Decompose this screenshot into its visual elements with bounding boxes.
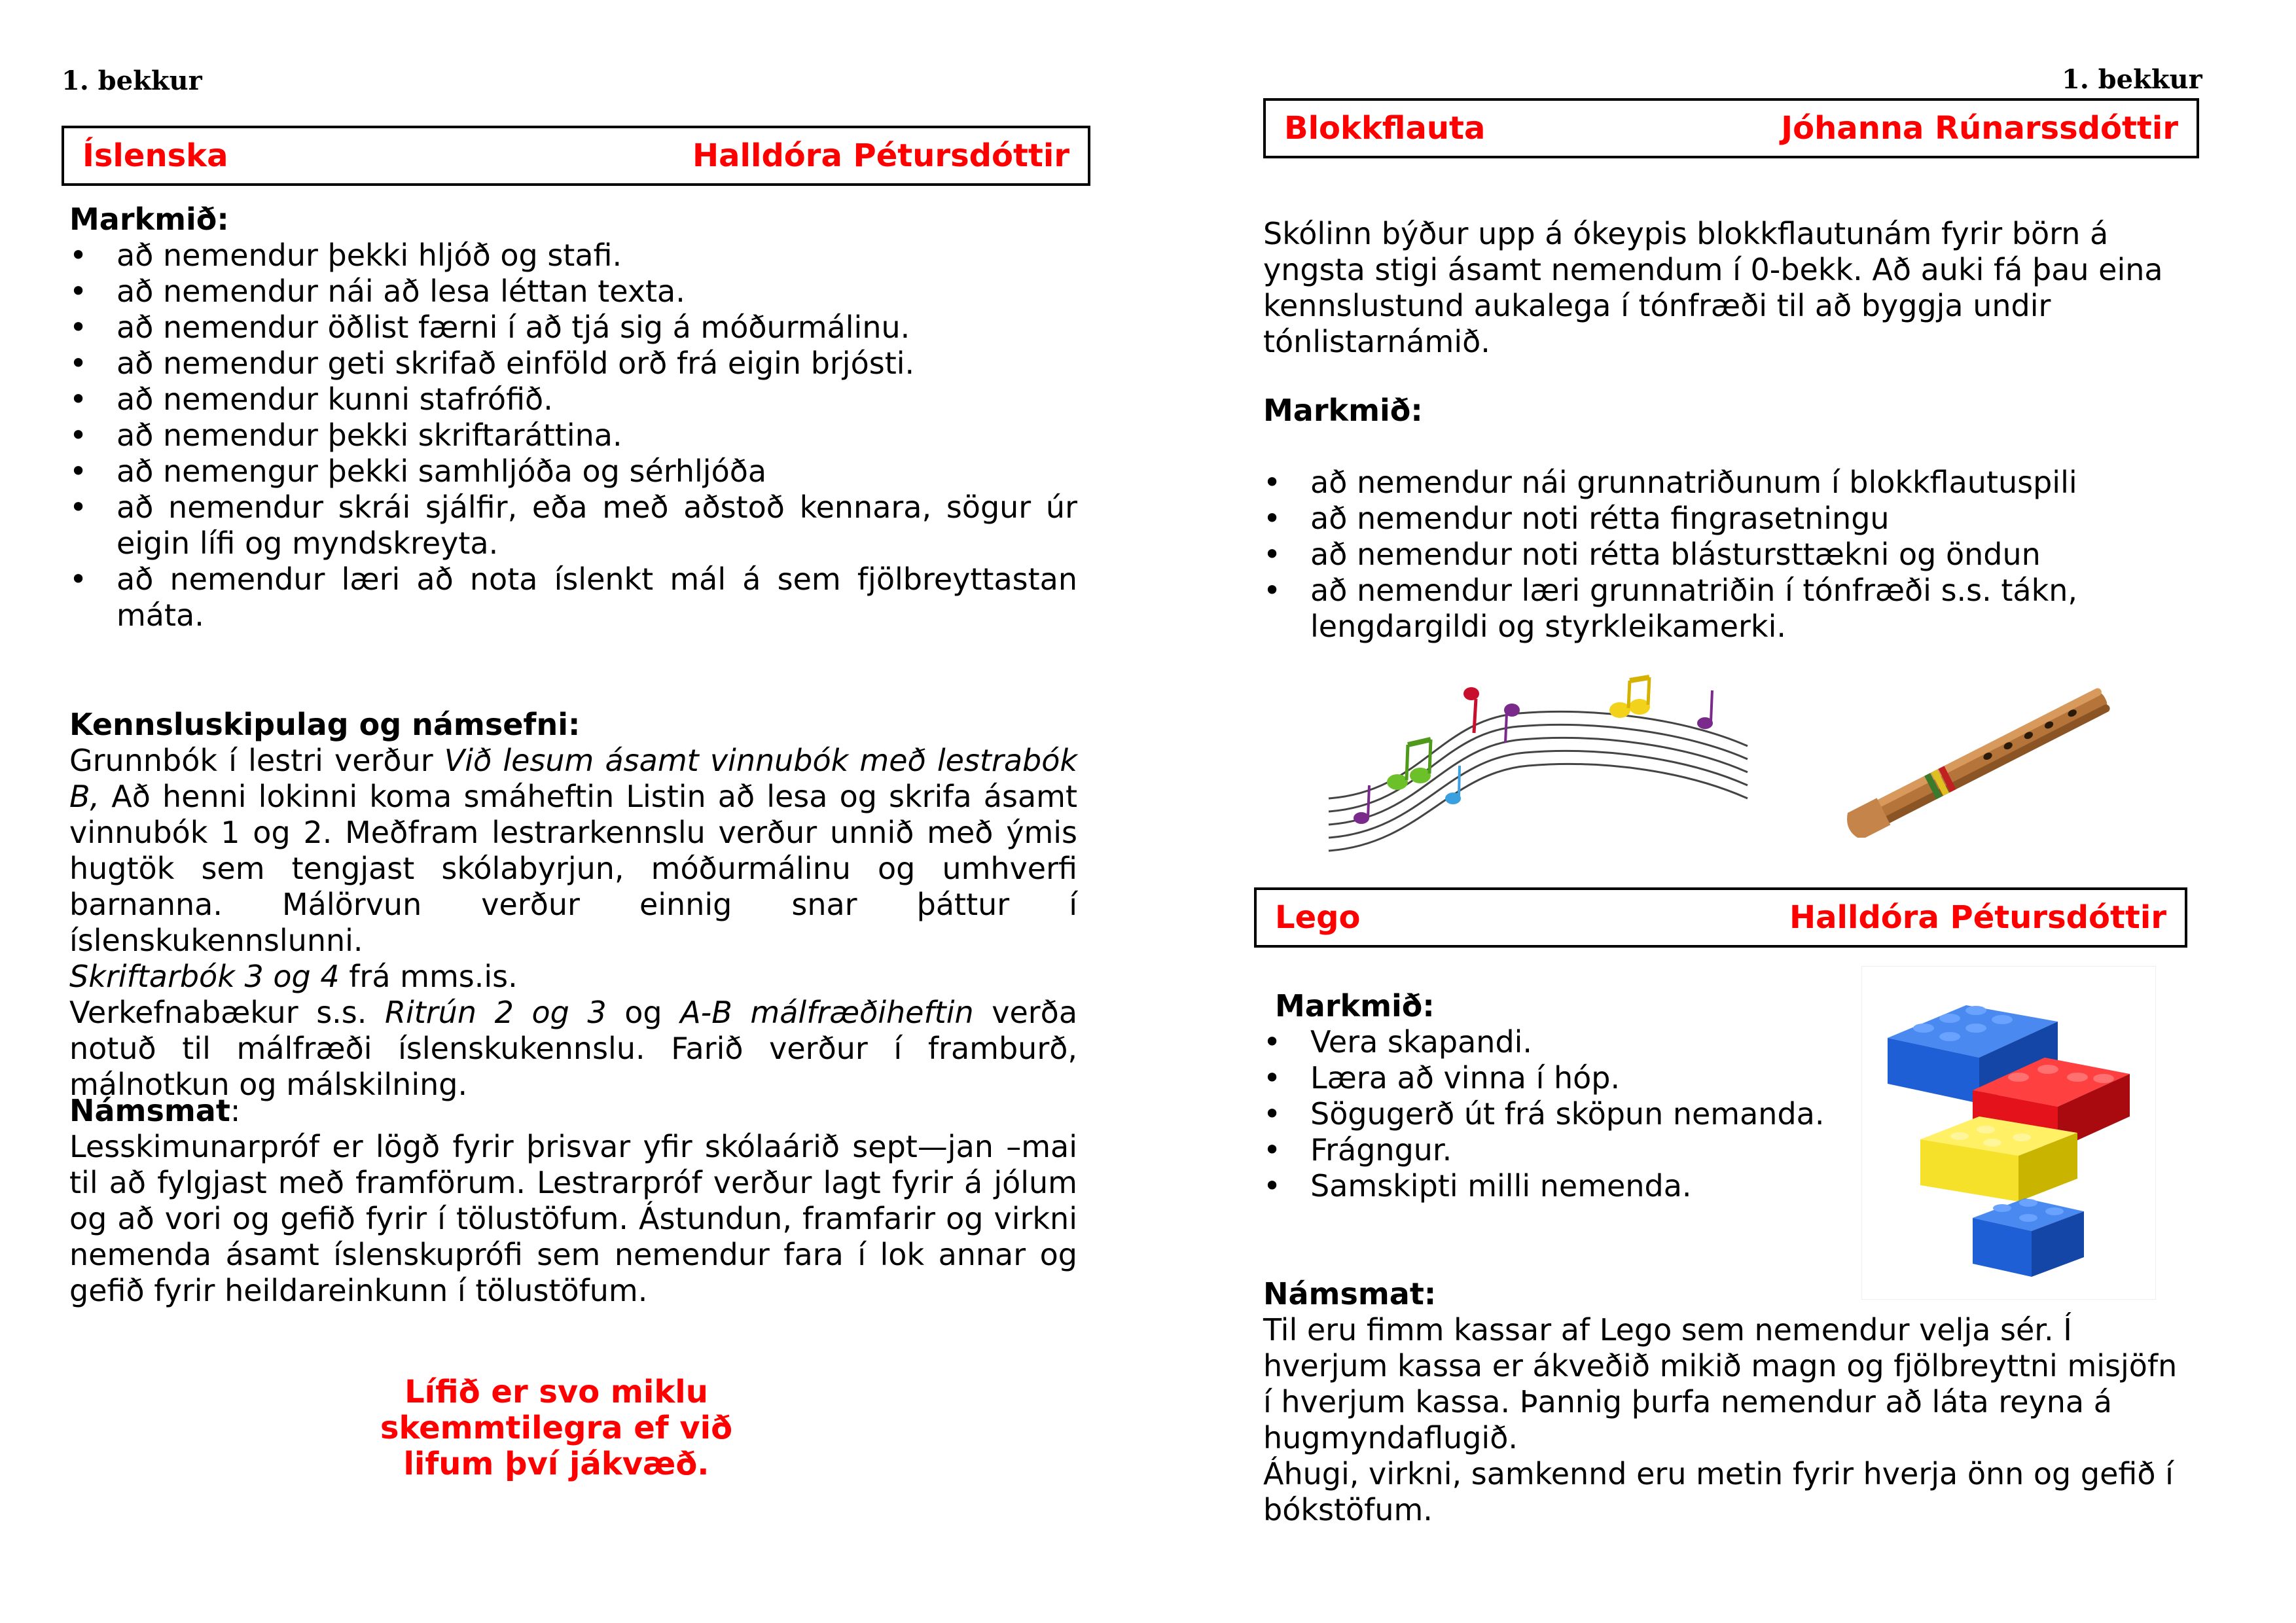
assessment-heading bbox=[69, 1093, 1077, 1129]
islenska-teaching bbox=[69, 707, 1077, 1103]
list-item: • að nemendur geti skrifað einföld orð frá eigin brjósti. bbox=[117, 346, 1077, 382]
flute-goals bbox=[1263, 393, 2193, 645]
list-item: • að nemendur þekki hljóð og stafi. bbox=[117, 238, 1077, 274]
quote-line: skemmtilegra ef við bbox=[380, 1410, 733, 1446]
goals-heading: Markmið: bbox=[1275, 988, 1435, 1024]
teacher-name: Halldóra Pétursdóttir bbox=[1789, 899, 2166, 936]
list-item: • Frágngur. bbox=[1310, 1132, 1852, 1168]
assessment-heading-text: Námsmat bbox=[69, 1093, 230, 1128]
list-item: • að nemendur læri að nota íslenkt mál á sem fjölbreyttastan máta. bbox=[117, 562, 1077, 633]
subject-name: Blokkflauta bbox=[1284, 109, 1486, 147]
assessment-text: Áhugi, virkni, samkennd eru metin fyrir hverja önn og gefið í bókstöfum. bbox=[1263, 1456, 2174, 1527]
quote-line: Lífið er svo miklu bbox=[404, 1374, 708, 1410]
list-item: • að nemendur kunni stafrófið. bbox=[117, 382, 1077, 418]
lego-goals bbox=[1263, 988, 1852, 1204]
flute-intro bbox=[1263, 216, 2179, 360]
assessment-text: Lesskimunarpróf er lögð fyrir þrisvar yfir skólaárið sept—jan –mai til að fylgjast með framförum. Lestrarpróf verður lagt fyrir á jólum og að vori og gefið fyrir í tölustöfum. Ástundun, framfarir og virkni nemenda ásamt íslenskuprófi sem nemendur fara í lok annar og gefið fyrir heildareinkunn í tölustöfum. bbox=[69, 1129, 1077, 1308]
goals-list bbox=[1263, 1024, 1852, 1204]
teaching-paragraph bbox=[69, 959, 1077, 995]
text-run: Grunnbók í lestri verður bbox=[69, 743, 444, 778]
text-run: frá mms.is. bbox=[339, 959, 518, 994]
teaching-heading: Kennsluskipulag og námsefni: bbox=[69, 707, 581, 742]
book-title: Við lesum ásamt vinnubók með lestrabók B, bbox=[69, 743, 1077, 814]
lego-bricks-icon bbox=[1861, 966, 2156, 1300]
page-label-left: 1. bekkur bbox=[62, 65, 202, 96]
goals-list bbox=[1263, 465, 2193, 645]
list-item: • að nemendur skrái sjálfir, eða með aðstoð kennara, sögur úr eigin lífi og myndskreyta. bbox=[117, 490, 1077, 562]
book-title: Ritrún 2 og 3 bbox=[384, 995, 607, 1030]
page-label-right: 1. bekkur bbox=[2062, 64, 2202, 95]
text-run: : bbox=[230, 1093, 241, 1128]
islenska-goals bbox=[69, 202, 1077, 633]
text-run: Verkefnabækur s.s. bbox=[69, 995, 385, 1030]
text-run: Að henni lokinni koma smáheftin Listin að lesa og skrifa ásamt vinnubók 1 og 2. Meðfram lestrarkennslu verður unnið með ýmis hugtök sem tengjast skólabyrjun, móðurmálinu og umhverfi barnanna. Málörvun verður einnig snar þáttur í íslenskukennslunni. bbox=[69, 779, 1077, 958]
list-item: • Vera skapandi. bbox=[1310, 1024, 1852, 1060]
music-notes-icon bbox=[1322, 668, 1754, 864]
text-run: verða notuð til málfræði íslenskukennslu. Farið verður í framburð, málnotkun og málskilning. bbox=[69, 995, 1078, 1102]
quote bbox=[367, 1374, 746, 1482]
list-item: • að nemendur nái að lesa léttan texta. bbox=[117, 274, 1077, 310]
book-title: A-B málfræðiheftin bbox=[680, 995, 974, 1030]
list-item: • að nemendur noti rétta fingrasetningu bbox=[1310, 501, 2193, 537]
list-item: • að nemendur öðlist færni í að tjá sig á móðurmálinu. bbox=[117, 310, 1077, 346]
assessment-text: Til eru fimm kassar af Lego sem nemendur velja sér. Í hverjum kassa er ákveðið mikið magn og fjölbreyttni misjöfn í hverjum kassa. Þannig þurfa nemendur að láta reyna á hugmyndaflugið. bbox=[1263, 1312, 2178, 1455]
list-item: • Samskipti milli nemenda. bbox=[1310, 1168, 1852, 1204]
list-item: • Læra að vinna í hóp. bbox=[1310, 1060, 1852, 1096]
teaching-paragraph bbox=[69, 743, 1077, 959]
teaching-paragraph bbox=[69, 995, 1077, 1103]
flute-intro-text: Skólinn býður upp á ókeypis blokkflautunám fyrir börn á yngsta stigi ásamt nemendum í 0-bekk. Að auki fá þau eina kennslustund aukalega í tónfræði til að byggja undir tónlistarnámið. bbox=[1263, 216, 2163, 359]
teacher-name: Jóhanna Rúnarssdóttir bbox=[1781, 109, 2178, 147]
subject-name: Lego bbox=[1275, 899, 1361, 936]
recorder-flute-icon bbox=[1826, 687, 2134, 838]
goals-list bbox=[69, 238, 1077, 633]
quote-line: lifum því jákvæð. bbox=[403, 1446, 709, 1482]
book-title: Skriftarbók 3 og 4 bbox=[69, 959, 340, 994]
subject-header-islenska bbox=[62, 126, 1090, 186]
text-run: og bbox=[606, 995, 681, 1030]
assessment-heading: Námsmat: bbox=[1263, 1276, 1437, 1311]
goals-heading: Markmið: bbox=[69, 202, 229, 237]
goals-heading: Markmið: bbox=[1263, 393, 1423, 428]
list-item: • Sögugerð út frá sköpun nemanda. bbox=[1310, 1096, 1852, 1132]
lego-assessment bbox=[1263, 1276, 2179, 1528]
subject-header-blokkflauta bbox=[1263, 98, 2199, 158]
list-item: • að nemendur nái grunnatriðunum í blokkflautuspili bbox=[1310, 465, 2193, 501]
list-item: • að nemendur þekki skriftaráttina. bbox=[117, 418, 1077, 454]
subject-name: Íslenska bbox=[82, 137, 228, 174]
subject-header-lego bbox=[1254, 887, 2187, 948]
list-item: • að nemendur noti rétta blástursttækni og öndun bbox=[1310, 537, 2193, 573]
list-item: • að nemengur þekki samhljóða og sérhljóða bbox=[117, 454, 1077, 490]
teacher-name: Halldóra Pétursdóttir bbox=[692, 137, 1069, 174]
islenska-assessment bbox=[69, 1093, 1077, 1309]
list-item: • að nemendur læri grunnatriðin í tónfræði s.s. tákn, lengdargildi og styrkleikamerki. bbox=[1310, 573, 2193, 645]
